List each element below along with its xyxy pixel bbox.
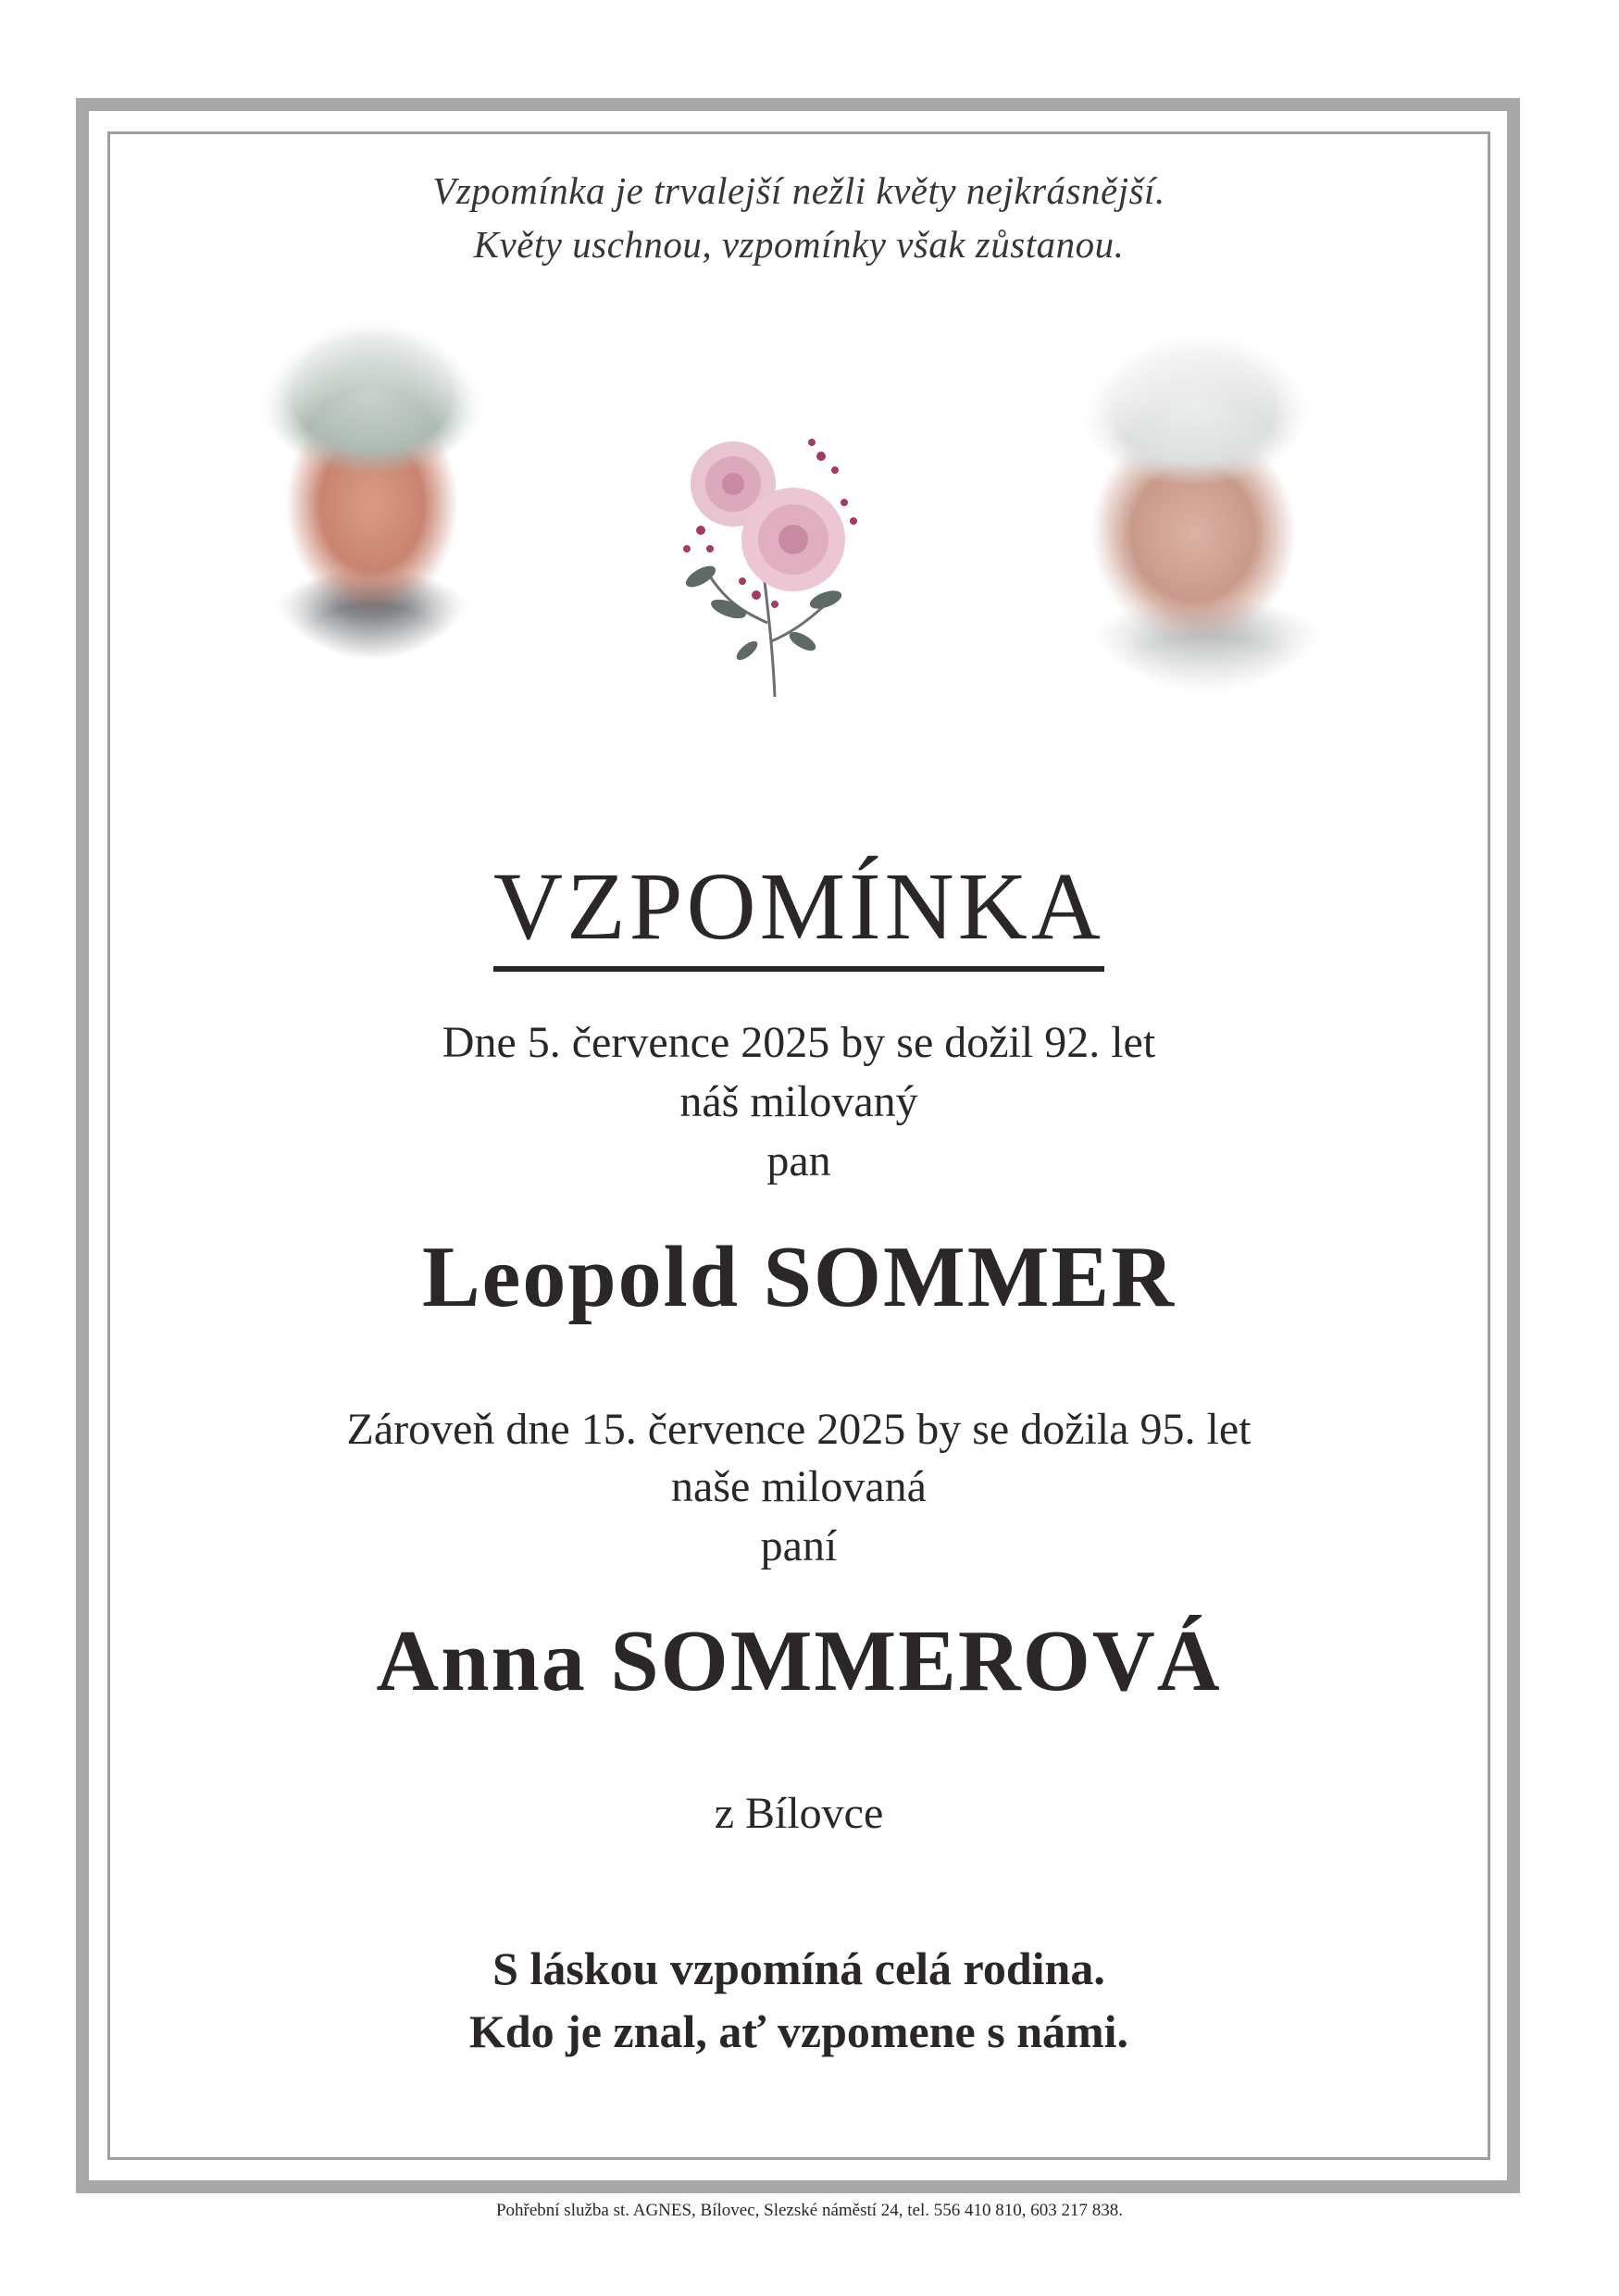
second-date-line: Zároveň dne 15. července 2025 by se dožila 95. let [346,1405,1252,1454]
portrait-photo-left [229,319,516,689]
second-title-line: paní [760,1521,838,1570]
heading-text: VZPOMÍNKA [493,851,1104,972]
portrait-photo-right [1036,327,1378,725]
motto [110,164,1488,271]
flower-bouquet-icon [645,419,886,715]
closing-line-1: S láskou vzpomíná celá rodina. [492,1942,1105,1994]
second-person-name: Anna SOMMEROVÁ [376,1613,1222,1709]
first-relation-line: náš milovaný [679,1077,918,1126]
page-title [110,851,1488,972]
motto-line-2: Květy uschnou, vzpomínky však zůstanou. [473,223,1125,266]
first-date-line: Dne 5. července 2025 by se dožil 92. let [442,1018,1156,1067]
first-person-name: Leopold SOMMER [421,1229,1176,1325]
footer-funeral-service: Pohřební služba st. AGNES, Bílovec, Slezské náměstí 24, tel. 556 410 810, 603 217 838. [495,2201,1124,2220]
second-relation-line: naše milovaná [671,1462,927,1511]
memorial-card [110,134,1488,2157]
motto-line-1: Vzpomínka je trvalejší nežli květy nejkrásnější. [432,169,1165,212]
origin-line: z Bílovce [714,1789,884,1838]
closing-line-2: Kdo je znal, ať vzpomene s námi. [468,2005,1129,2057]
first-title-line: pan [766,1136,831,1185]
